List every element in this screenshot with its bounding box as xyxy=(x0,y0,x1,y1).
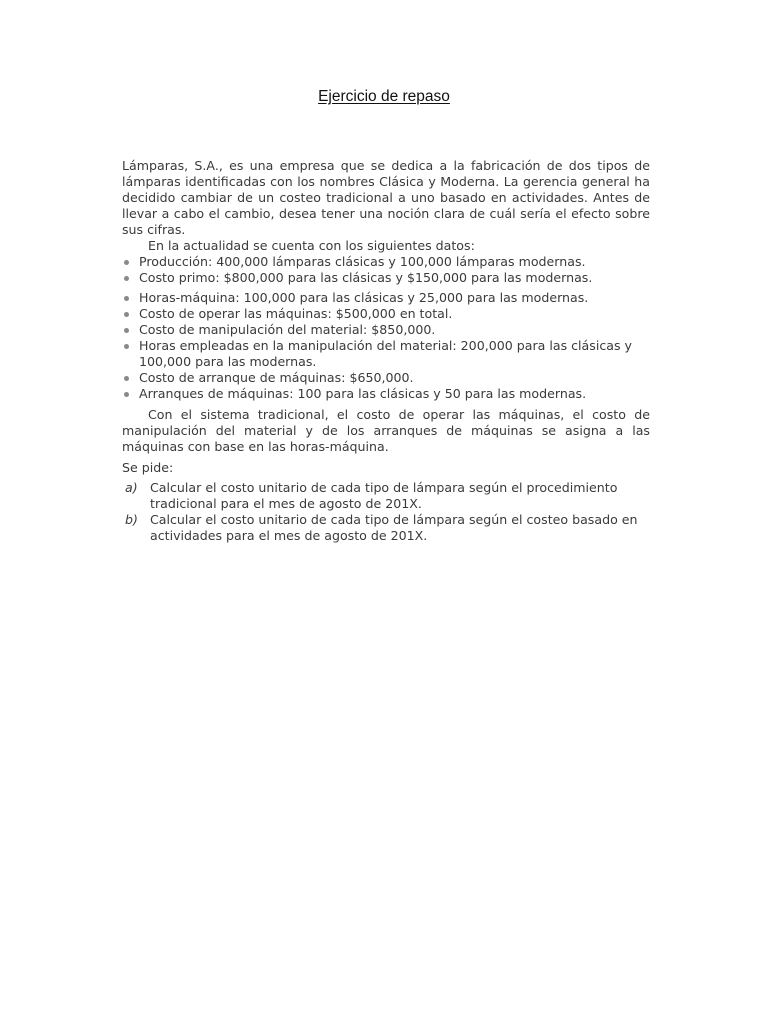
asks-list xyxy=(122,480,650,544)
ask-text: Calcular el costo unitario de cada tipo de lámpara según el procedimiento tradicional para el mes de agosto de 201X. xyxy=(150,480,618,511)
ask-item xyxy=(122,512,650,544)
intro-paragraph: Lámparas, S.A., es una empresa que se dedica a la fabricación de dos tipos de lámparas identificadas con los nombres Clásica y Moderna. La gerencia general ha decidido cambiar de un costeo tradicional a uno basado en actividades. Antes de llevar a cabo el cambio, desea tener una noción clara de cuál sería el efecto sobre sus cifras. xyxy=(122,158,650,237)
list-item: Costo de manipulación del material: $850,000. xyxy=(122,322,650,338)
list-item: Costo de operar las máquinas: $500,000 en total. xyxy=(122,306,650,322)
list-item: Producción: 400,000 lámparas clásicas y 100,000 lámparas modernas. xyxy=(122,254,650,270)
list-item: Arranques de máquinas: 100 para las clásicas y 50 para las modernas. xyxy=(122,386,650,402)
list-item: Costo de arranque de máquinas: $650,000. xyxy=(122,370,650,386)
ask-item xyxy=(122,480,650,512)
list-item: Horas-máquina: 100,000 para las clásicas y 25,000 para las modernas. xyxy=(122,290,650,306)
ask-text: Calcular el costo unitario de cada tipo de lámpara según el costeo basado en actividades para el mes de agosto de 201X. xyxy=(150,512,638,543)
ask-marker: b) xyxy=(125,512,138,527)
exercise-body xyxy=(122,158,650,544)
ask-marker: a) xyxy=(125,480,138,495)
list-item: Horas empleadas en la manipulación del material: 200,000 para las clásicas y 100,000 para las modernas. xyxy=(122,338,650,370)
asks-label: Se pide: xyxy=(122,460,174,475)
data-intro: En la actualidad se cuenta con los siguientes datos: xyxy=(148,238,475,253)
traditional-note: Con el sistema tradicional, el costo de operar las máquinas, el costo de manipulación del material y de los arranques de máquinas se asigna a las máquinas con base en las horas-máquina. xyxy=(122,407,650,454)
data-list-group-1 xyxy=(122,254,650,286)
document-title-text: Ejercicio de repaso xyxy=(318,88,450,105)
data-list-group-2 xyxy=(122,290,650,402)
list-item: Costo primo: $800,000 para las clásicas y $150,000 para las modernas. xyxy=(122,270,650,286)
document-title xyxy=(0,88,768,106)
